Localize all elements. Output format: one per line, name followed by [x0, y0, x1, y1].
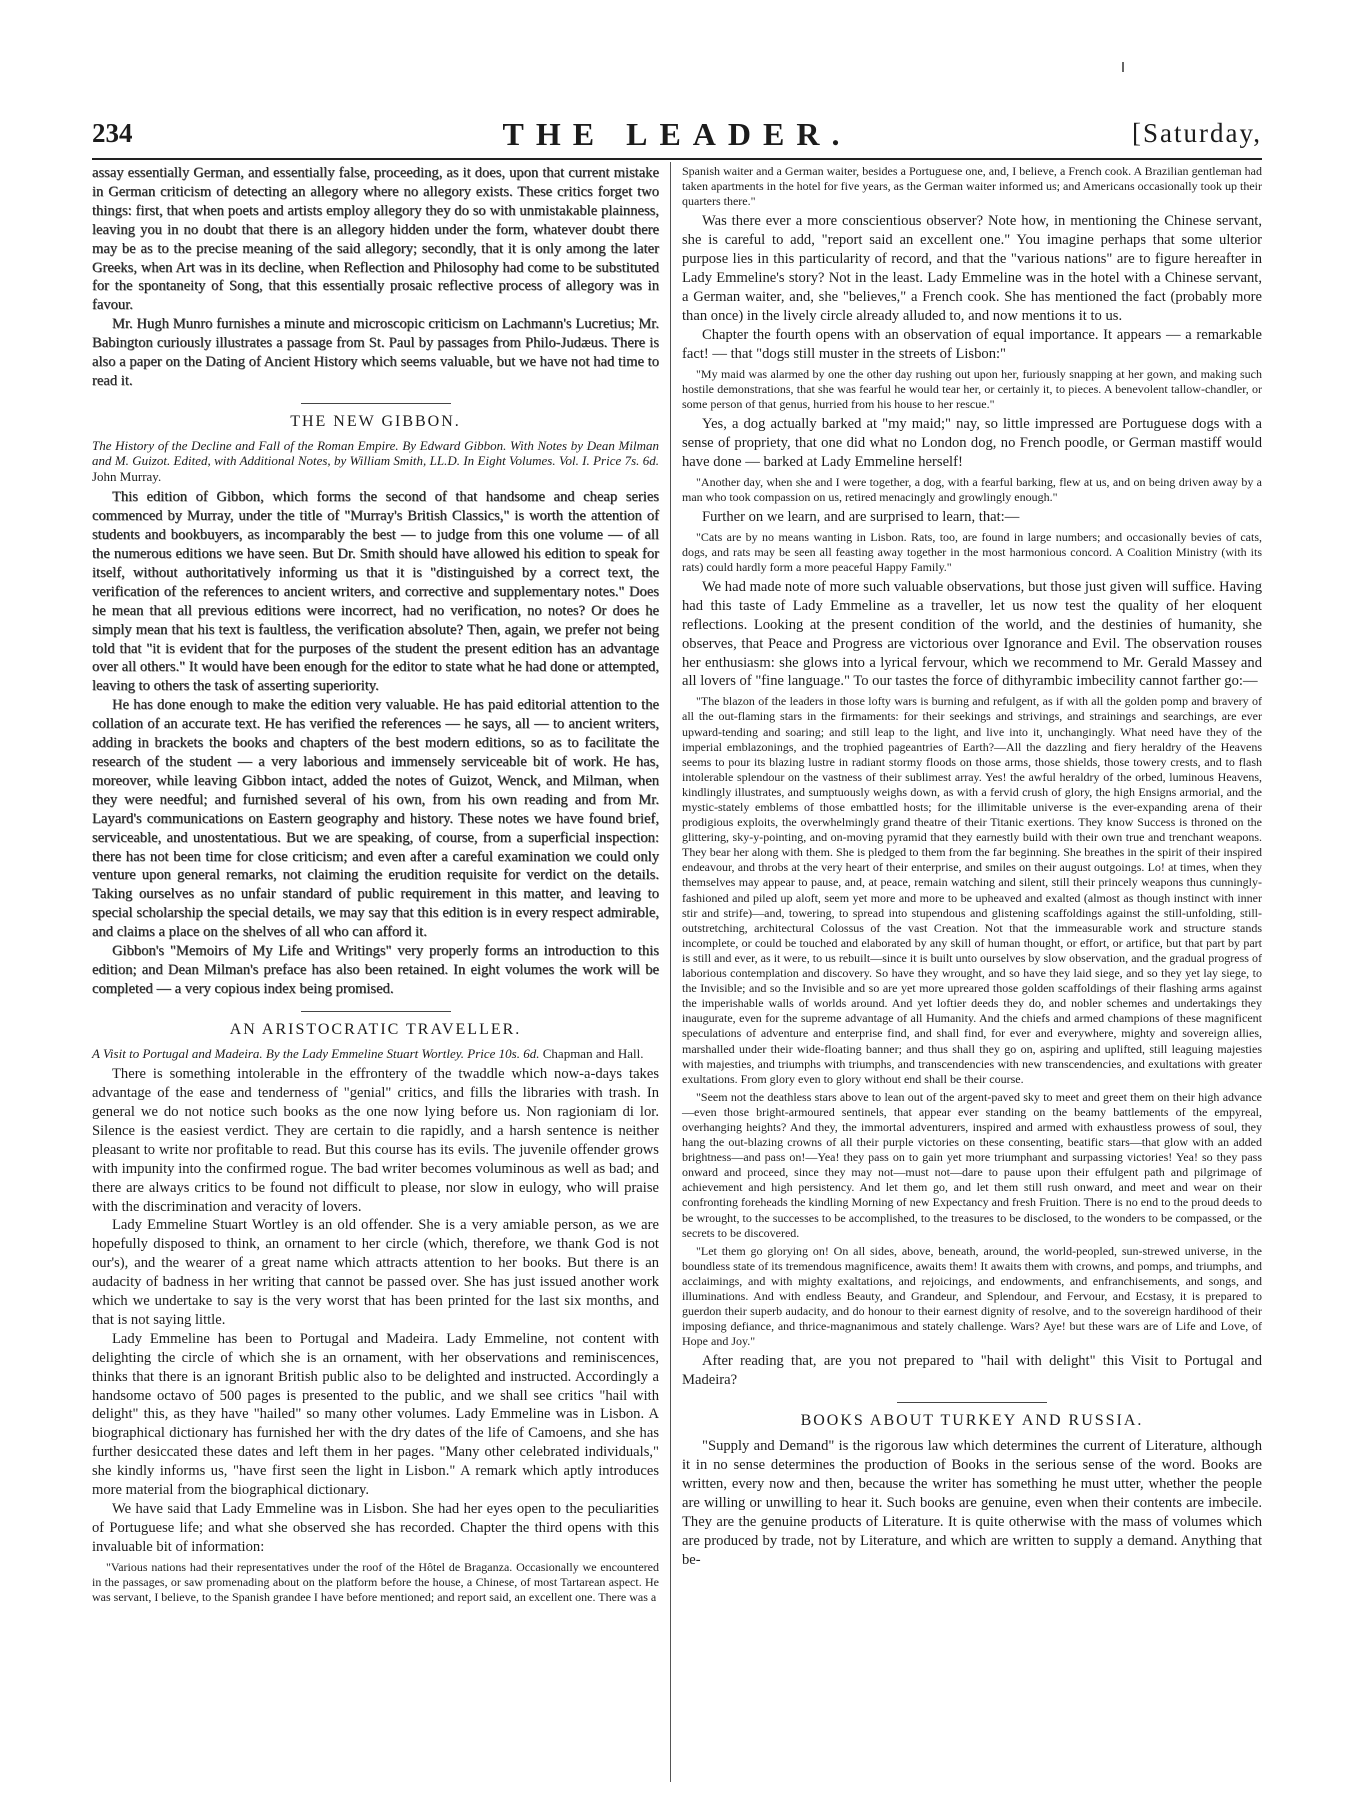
block-quote: "My maid was alarmed by one the other day rushing out upon her, furiously snapping at her gown, and making such hostile demonstrations, that she was fearful he would tear her, or certainly it, to pieces. A benevolent tallow-chandler, or some person of that genus, hurried from his house to her rescue.": [682, 366, 1262, 411]
article-paragraph: This edition of Gibbon, which forms the second of that handsome and cheap series commenced by Murray, under the title of "Murray's British Classics," is worth the attention of students and bookbuyers, as incomparably the best — to judge from this one volume — of all the numerous editions we have seen. But Dr. Smith should have allowed his edition to speak for itself, without authoritatively informing us that it is "distinguished by a correct text, the verification of the references to ancient writers, and corrective and supplementary notes." Does he mean that all previous editions were incorrect, had no verification, no notes? Or does he simply mean that his text is faultless, the verification absolute? Then, again, we prefer not being told that "it is evident that for the purposes of the student the present edition has an advantage over all others." It would have been enough for the editor to state what he had done or attempted, leaving to others the task of asserting superiority.: [92, 489, 659, 695]
publisher: Chapman and Hall.: [542, 1045, 644, 1061]
article-paragraph: He has done enough to make the edition very valuable. He has paid editorial attention to the collation of an accurate text. He has verified the references — he says, all — to ancient writers, adding in brackets the books and chapters of the best modern editions, so as to facilitate the research of the student — a very laborious and immensely serviceable bit of work. He has, moreover, while leaving Gibbon intact, added the notes of Guizot, Wenck, and Milman, when they were needful; and furnished several of his own, from his own reading and from Mr. Layard's communications on Eastern geography and history. These notes we have found brief, serviceable, and unostentatious. But we are speaking, of course, from a superficial inspection: there has not been time for close criticism; and even after a careful examination we could only venture upon general remarks, not claiming the erudition requisite for verdict on the details. Taking ourselves as no unfair standard of public requirement in this matter, and leaving to special scholarship the special details, we may say that this edition is in every respect admirable, and claims a place on the shelves of all who can afford it.: [92, 697, 659, 941]
block-quote: "Let them go glorying on! On all sides, above, beneath, around, the world-peopled, sun-strewed universe, in the boundless state of its tremendous magnificence, awaits them! It awaits them with crowns, and pomps, and triumphs, and acclaimings, and with mighty exaltations, and rejoicings, and endowments, and enfranchisements, and songs, and illuminations. And with endless Beauty, and Grandeur, and Splendour, and Fervour, and Ecstasy, it is prepared to guerdon their superb audacity, and do honour to their earnest dignity of resolve, and to the sovereign hardihood of their imposing defiance, and thrice-magnanimous and stately challenge. Wars? Aye! but these wars are of Life and Love, of Hope and Joy.": [682, 1243, 1262, 1349]
article-paragraph: Chapter the fourth opens with an observation of equal importance. It appears — a remarkable fact! — that "dogs still muster in the streets of Lisbon:": [682, 326, 1262, 362]
page-number: 234: [92, 118, 133, 148]
article-paragraph: We had made note of more such valuable observations, but those just given will suffice. Having had this taste of Lady Emmeline as a traveller, let us now test the quality of her eloquent reflections. Looking at the present condition of the world, and the destinies of humanity, she observes, that Peace and Progress are victorious over Ignorance and Evil. The observation rouses her enthusiasm: she glows into a lyrical fervour, which we recommend to Mr. Gerald Massey and all lovers of "fine language." To our tastes the force of dithyrambic imbecility cannot farther go:—: [682, 578, 1262, 690]
block-quote: "Seem not the deathless stars above to lean out of the argent-paved sky to meet and greet them on their high advance—even those bright-armoured sentinels, that appear ever standing on the beamy battlements of the empyreal, overhanging heights? And they, the immortal adventurers, inspired and armed with exhaustless prowess of soul, they hang the out-blazing crowns of all their purple victories on these consenting, beatific stars—that glow with an added brightness—and pass on!—Yea! they pass on to gain yet more triumphant and surpassing victories! Yea! so they pass onward and proceed, since they may not—must not—dare to pause upon their effulgent path and pilgrimage of achievement and high persistency. And let them go, and let them still rush onward, and meet and wear on their confronting foreheads the kindling Morning of new Expectancy and fresh Fruition. There is no end to the proud deeds to be wrought, to the successes to be accomplished, to the treasures to be disclosed, to the wonders to be compassed, or the secrets to be discovered.: [682, 1089, 1262, 1240]
block-quote: "Various nations had their representatives under the roof of the Hôtel de Braganza. Occasionally we encountered in the passages, or saw promenading about on the platform before the house, a Chinese, of most Tartarean aspect. He was servant, I believe, to the Spanish grandee I have before mentioned; and report said, an excellent one. There was a: [92, 1559, 659, 1604]
block-quote: "Cats are by no means wanting in Lisbon. Rats, too, are found in large numbers; and occasionally bevies of cats, dogs, and rats may be seen all feasting away together in the most harmonious concord. A Coalition Ministry (with its rats) could hardly form a more peaceful Happy Family.": [682, 529, 1262, 574]
masthead-title: THE LEADER.: [502, 116, 852, 152]
section-title-new-gibbon: THE NEW GIBBON.: [290, 412, 461, 430]
margin-mark: [1122, 62, 1124, 72]
block-quote: "The blazon of the leaders in those lofty wars is burning and refulgent, as if with all the golden pomp and bravery of all the out-flaming stars in the firmaments: for their seekings and strivings, and strainings and searchings, are ever upward-tending and soaring; and still leap to the light, and live into it, unchangingly. What need have they of the imperial emblazonings, and the trophied pageantries of Earth?—All the dazzling and fiery heraldry of the Heavens seems to pour its blazing lustre in radiant stormy floods on those arms, those shields, those towery crests, and to flash intolerable splendour on the vastness of their sublimest array. Yes! the awful heraldry of the orbed, luminous Heavens, kindlingly illustrates, and sumptuously weighs down, as with a fervid crush of glory, the high Ensigns armorial, and the mystic-stately emblems of those embattled hosts; for the illimitable universe is the ever-expanding arena of their prodigious exploits, the overwhelmingly grand theatre of their Titanic exertions. They know Success is throned on the glittering, sky-y-pointing, and on-moving pyramid that they earnestly build with their own true and trenchant weapons. They bear her along with them. She is pledged to them from the far beginning. She breathes in the spirit of their inspired endeavour, and throbs at the very heart of their enterprise, and smiles on their august outgoings. Lo! at times, when they themselves may appear to pause, and, at peace, remain watching and silent, still their princely weapons thus cunningly-fashioned and piled up aloft, seem yet more and more to be upheaved and exalted (almost as though instinct with inner stir and strife)—and, towering, to spread into stupendous and glistening scaffoldings against the still-unfolding, still-outstretching, architectural Colossus of the vast Creation. Not that the immeasurable work and structure stands incomplete, or could be touched and elaborated by any skill of human thought, or effort, or artifice, but that part by part is still and ever, as it were, to us rebuilt—since it is built unto ourselves by slow observation, and the gradual progress of laborious contemplation and discovery. So have they wrought, and so have they laid siege, and so they yet lay siege, to the Invisible; and so the Invisible and so are yet more upreared those golden scaffoldings of their flashing arms against the imperishable walls of worlds around. And yet loftier deeds they do, and nobler schemes and undertakings they inaugurate, even for the supreme advantage of all Humanity. And the chiefs and armed champions of these magnificent speculations of adventure and enterprise find, and shall find, for ever and everywhere, mighty and sovereign allies, marshalled under their wide-floating banner; and thus shall they go on, aspiring and uplifted, still leaguing majesties with majesties, and triumphs with triumphs, and transcendencies with new transcendencies, and exultations with greater exultations. From glory even to glory without end shall be their course.: [682, 694, 1262, 1086]
article-paragraph: Was there ever a more conscientious observer? Note how, in mentioning the Chinese servant, she is careful to add, "report said an excellent one." You imagine perhaps that some ulterior purpose lies in this particularity of record, and that the "various nations" are to figure hereafter in Lady Emmeline's story? Not in the least. Lady Emmeline was in the hotel with a Chinese servant, a German waiter, and, she "believes," a French cook. She has mentioned the fact (probably more than once) in the lively circle already alluded to, and now mentions it to us.: [682, 213, 1262, 324]
article-paragraph: Further on we learn, and are surprised to learn, that:—: [702, 508, 1020, 525]
section-rule: [301, 403, 451, 404]
article-paragraph: We have said that Lady Emmeline was in Lisbon. She had her eyes open to the peculiarities of Portuguese life; and what she observed she has recorded. Chapter the third opens with this invaluable bit of information:: [92, 1501, 659, 1555]
book-citation: [92, 1046, 659, 1062]
header-rule: [92, 158, 1262, 160]
article-paragraph: Mr. Hugh Munro furnishes a minute and microscopic criticism on Lachmann's Lucretius; Mr. Babington curiously illustrates a passage from St. Paul by passages from Philo-Judæus. There is also a paper on the Dating of Ancient History which seems valuable, but we have not had time to read it.: [92, 316, 659, 389]
section-rule: [301, 1011, 451, 1012]
block-quote: Spanish waiter and a German waiter, besides a Portuguese one, and, I believe, a French cook. A Brazilian gentleman had taken apartments in the hotel for five years, as the German waiter informed us; and Americans occasionally took up their quarters there.": [682, 164, 1262, 209]
article-paragraph: Gibbon's "Memoirs of My Life and Writings" very properly forms an introduction to this edition; and Dean Milman's preface has also been retained. In eight volumes the work will be completed — a very copious index being promised.: [92, 943, 659, 997]
article-paragraph: assay essentially German, and essentially false, proceeding, as it does, upon that current mistake in German criticism of detecting an allegory where no allegory exists. These critics forget two things: first, that when poets and artists employ allegory they do so with unmistakable plainness, leaving you in no doubt that there is an allegory hidden under the form, whatever doubt there may be as to the precise meaning of the said allegory; secondly, that it is only among the later Greeks, when Art was in its decline, when Reflection and Philosophy had come to be substituted for the spontaneity of Song, that this essentially prosaic reflective process of allegory was in favour.: [92, 165, 659, 314]
article-paragraph: There is something intolerable in the effrontery of the twaddle which now-a-days takes advantage of the ease and tenderness of "genial" critics, and fills the libraries with trash. In general we do not notice such books as the one now lying before us. Non ragioniam di lor. Silence is the easiest verdict. They are certain to die rapidly, and a harsh sentence is neither pleasant to write nor profitable to read. But this course has its evils. The juvenile offender grows with impunity into the confirmed rogue. The bad writer becomes voluminous as well as bad; and there are always critics to be found not difficult to please, nor slow in eulogy, who will praise with the discrimination and veracity of lovers.: [92, 1066, 659, 1215]
publisher: John Murray.: [92, 468, 162, 484]
book-citation: [92, 438, 659, 485]
section-rule: [897, 1402, 1047, 1403]
running-head-day: [Saturday,: [1132, 118, 1262, 148]
citation-text: A Visit to Portugal and Madeira. By the Lady Emmeline Stuart Wortley. Price 10s. 6d.: [92, 1045, 540, 1061]
page-header: [92, 118, 1262, 160]
left-column: [92, 164, 659, 1608]
column-divider: [670, 162, 671, 1782]
article-paragraph: Yes, a dog actually barked at "my maid;" nay, so little impressed are Portuguese dogs with a sense of propriety, that one did what no London dog, no French poodle, or German mastiff would have done — barked at Lady Emmeline herself!: [682, 415, 1262, 470]
citation-text: The History of the Decline and Fall of the Roman Empire. By Edward Gibbon. With Notes by Dean Milman and M. Guizot. Edited, with Additional Notes, by William Smith, LL.D. In Eight Volumes. Vol. I. Price 7s. 6d.: [92, 437, 659, 469]
article-paragraph: "Supply and Demand" is the rigorous law which determines the current of Literature, although it in no sense determines the production of Books in the serious sense of the word. Books are written, every now and then, because the writer has something he must utter, whether the people are willing or unwilling to hear it. Such books are genuine, even when their contents are imbecile. They are the genuine products of Literature. It is quite otherwise with the mass of volumes which are produced by trade, not by Literature, and which are written to supply a demand. Anything that be-: [682, 1438, 1262, 1568]
right-column: [682, 164, 1262, 1569]
article-paragraph: After reading that, are you not prepared to "hail with delight" this Visit to Portugal and Madeira?: [682, 1353, 1262, 1389]
block-quote: "Another day, when she and I were together, a dog, with a fearful barking, flew at us, and on being driven away by a man who took compassion on us, retired menacingly and growlingly enough.": [682, 474, 1262, 504]
article-paragraph: Lady Emmeline has been to Portugal and Madeira. Lady Emmeline, not content with delighting the circle of which she is an ornament, with her observations and reminiscences, thinks that there is an ignorant British public also to be delighted and instructed. Accordingly a handsome octavo of 500 pages is presented to the public, and we shall see critics "hail with delight" this, as they have "hailed" so many other volumes. Lady Emmeline was in Lisbon. A biographical dictionary has furnished her with the dry dates of the life of Camoens, and she has further desiccated these dates and left them in her pages. "Many other celebrated individuals," she kindly informs us, "have first seen the light in Lisbon." A remark which aptly introduces more material from the biographical dictionary.: [92, 1330, 659, 1499]
article-paragraph: Lady Emmeline Stuart Wortley is an old offender. She is a very amiable person, as we are hopefully disposed to think, an ornament to her circle (which, therefore, we thank God is not our's), and the wearer of a great name which attracts attention to her books. But there is an audacity of badness in her writing that cannot be passed over. She has just issued another work which we undertake to say is the very worst that has been printed for the last six months, and that is not saying little.: [92, 1217, 659, 1328]
section-title-books-turkey-russia: BOOKS ABOUT TURKEY AND RUSSIA.: [800, 1412, 1144, 1430]
section-title-aristocratic-traveller: AN ARISTOCRATIC TRAVELLER.: [229, 1020, 522, 1038]
